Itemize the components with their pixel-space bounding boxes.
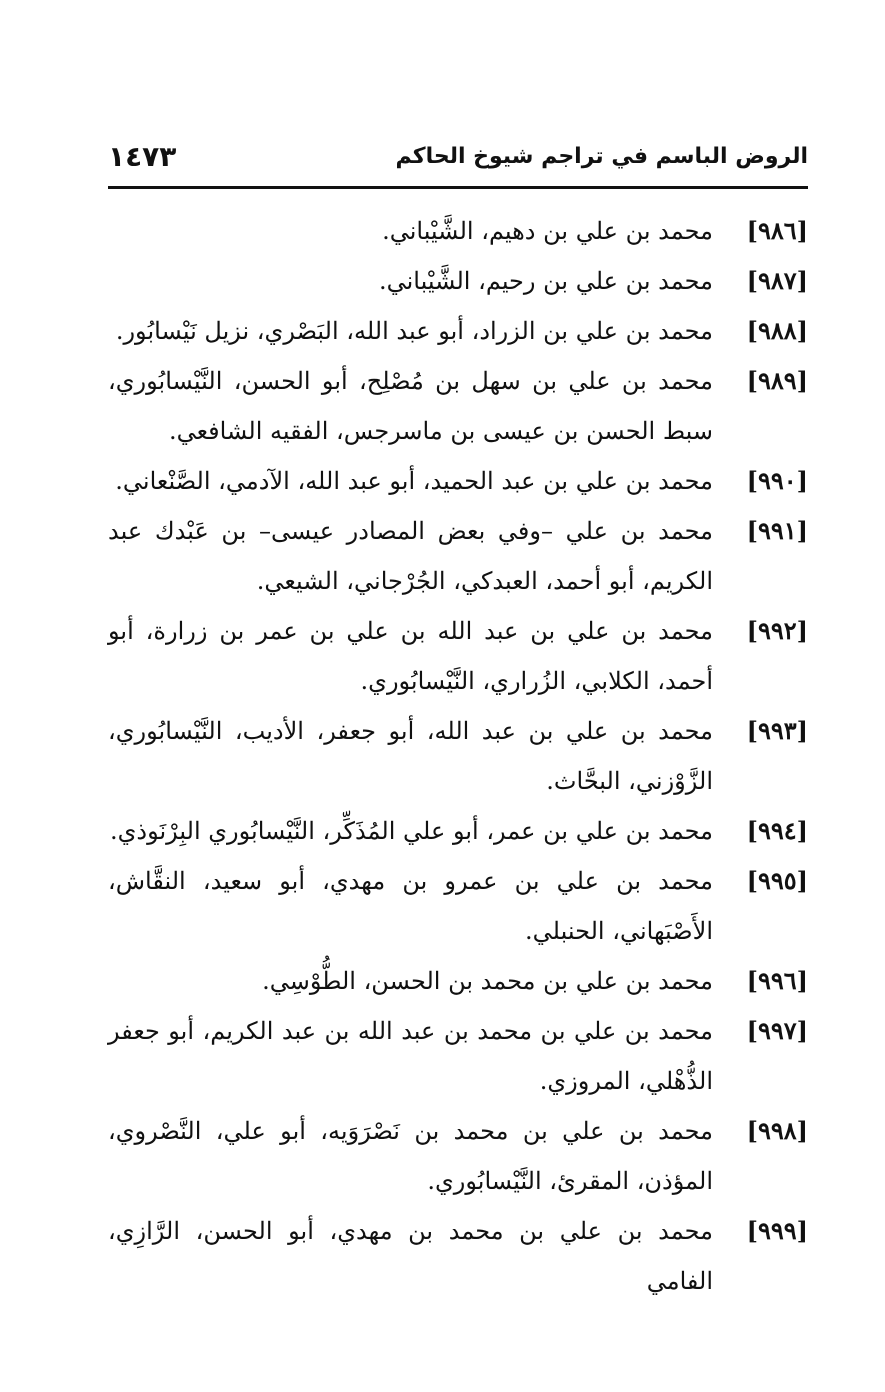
header-divider <box>108 186 808 189</box>
entry-text: محمد بن علي بن دهيم، الشَّيْباني. <box>382 217 713 245</box>
book-title: الروض الباسم في تراجم شيوخ الحاكم <box>395 144 808 169</box>
page-number: ١٤٧٣ <box>108 140 177 173</box>
entry-number: [٩٩٠] <box>746 466 808 495</box>
entry-990 <box>108 456 808 506</box>
entry-text: محمد بن علي بن محمد بن الحسن، الطُّوْسِي. <box>262 967 713 995</box>
entry-text: محمد بن علي بن محمد بن مهدي، أبو الحسن، الرَّازِي، الفامي <box>108 1217 713 1295</box>
entry-999 <box>108 1206 808 1306</box>
entry-number: [٩٩٨] <box>746 1116 808 1145</box>
entry-989 <box>108 356 808 456</box>
entry-text: محمد بن علي بن الزراد، أبو عبد الله، البَصْري، نزيل نَيْسابُور. <box>115 317 713 345</box>
entry-text: محمد بن علي بن عبد الله بن علي بن عمر بن زرارة، أبو أحمد، الكلابي، الزُراري، النَّيْسابُوري. <box>108 617 713 695</box>
entry-992 <box>108 606 808 706</box>
entry-number: [٩٩٩] <box>746 1216 808 1245</box>
entry-996 <box>108 956 808 1006</box>
entry-994 <box>108 806 808 856</box>
entry-993 <box>108 706 808 806</box>
entry-text: محمد بن علي بن عمرو بن مهدي، أبو سعيد، النقَّاش، الأَصْبَهاني، الحنبلي. <box>108 867 713 945</box>
entry-988 <box>108 306 808 356</box>
entry-number: [٩٩٦] <box>746 966 808 995</box>
running-header <box>108 140 808 184</box>
entry-986 <box>108 206 808 256</box>
entry-number: [٩٨٨] <box>746 316 808 345</box>
entry-997 <box>108 1006 808 1106</box>
entry-number: [٩٩٧] <box>746 1016 808 1045</box>
entry-text: محمد بن علي بن محمد بن عبد الله بن عبد الكريم، أبو جعفر الذُّهْلي، المروزي. <box>108 1017 713 1095</box>
entry-text: محمد بن علي –وفي بعض المصادر عيسى– بن عَبْدك عبد الكريم، أبو أحمد، العبدكي، الجُرْجاني، الشيعي. <box>108 517 713 595</box>
entry-number: [٩٩٣] <box>746 716 808 745</box>
entry-number: [٩٩١] <box>746 516 808 545</box>
entry-number: [٩٨٩] <box>746 366 808 395</box>
entry-text: محمد بن علي بن محمد بن نَصْرَوَيه، أبو علي، النَّصْروي، المؤذن، المقرئ، النَّيْسابُوري. <box>108 1117 713 1195</box>
entry-number: [٩٩٢] <box>746 616 808 645</box>
entry-995 <box>108 856 808 956</box>
entry-number: [٩٨٦] <box>746 216 808 245</box>
entry-987 <box>108 256 808 306</box>
entry-text: محمد بن علي بن سهل بن مُصْلِح، أبو الحسن، النَّيْسابُوري، سبط الحسن بن عيسى بن ماسرجس، الفقيه الشافعي. <box>108 367 713 445</box>
entry-list <box>108 206 808 1306</box>
entry-text: محمد بن علي بن عبد الحميد، أبو عبد الله، الآدمي، الصَّنْعاني. <box>115 467 713 495</box>
entry-number: [٩٩٤] <box>746 816 808 845</box>
entry-text: محمد بن علي بن عمر، أبو علي المُذَكِّر، النَّيْسابُوري البِرْنَوذي. <box>110 817 713 845</box>
entry-text: محمد بن علي بن رحيم، الشَّيْباني. <box>378 267 713 295</box>
entry-text: محمد بن علي بن عبد الله، أبو جعفر، الأديب، النَّيْسابُوري، الزَّوْزني، البحَّاث. <box>108 717 713 795</box>
entry-998 <box>108 1106 808 1206</box>
entry-number: [٩٩٥] <box>746 866 808 895</box>
entry-number: [٩٨٧] <box>746 266 808 295</box>
entry-991 <box>108 506 808 606</box>
